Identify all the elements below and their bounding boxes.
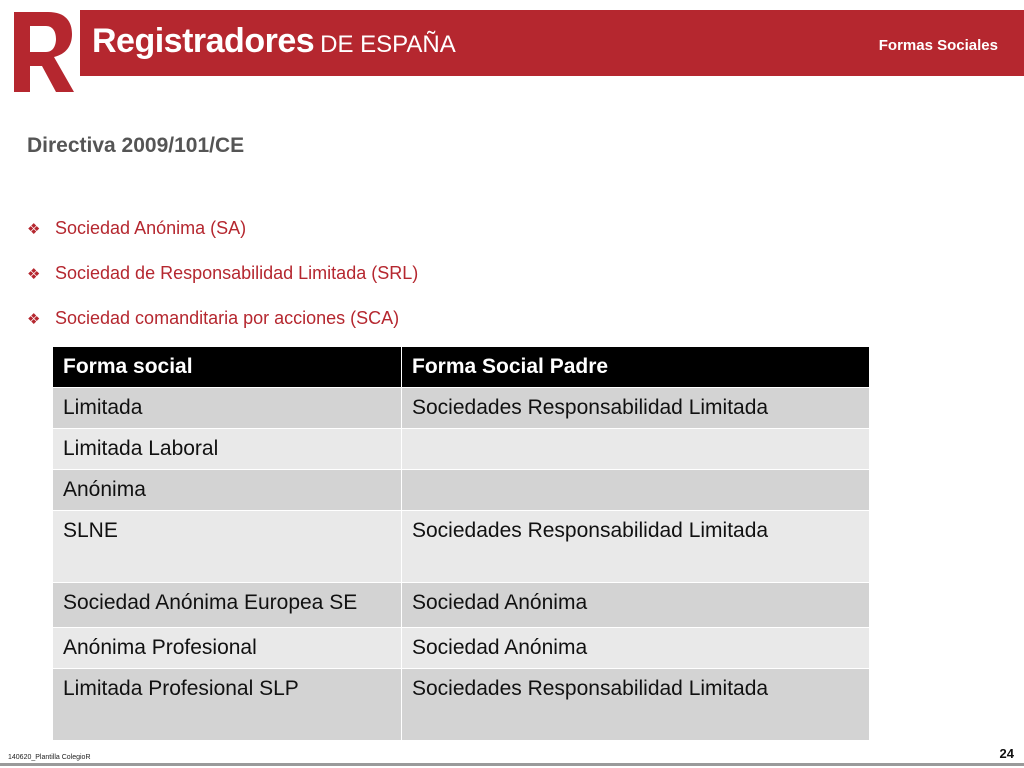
table-cell: Sociedades Responsabilidad Limitada xyxy=(402,669,870,741)
formas-sociales-table xyxy=(52,346,870,741)
footer-template-code: 140620_Plantilla ColegioR xyxy=(8,754,91,761)
table-cell: Sociedad Anónima Europea SE xyxy=(53,583,402,628)
table-cell: Limitada Profesional SLP xyxy=(53,669,402,741)
footer-divider xyxy=(0,763,1024,766)
table-cell xyxy=(402,429,870,470)
table-cell: Limitada xyxy=(53,388,402,429)
bullet-text: Sociedad de Responsabilidad Limitada (SRL) xyxy=(55,263,419,283)
table-cell: Limitada Laboral xyxy=(53,429,402,470)
header-bar xyxy=(80,10,1024,76)
table-row xyxy=(53,511,870,583)
bullet-item xyxy=(27,296,418,341)
table-cell: Sociedades Responsabilidad Limitada xyxy=(402,511,870,583)
bullet-item xyxy=(27,206,418,251)
table-row xyxy=(53,583,870,628)
table-header-row xyxy=(53,347,870,388)
bullet-item xyxy=(27,251,418,296)
table-row xyxy=(53,429,870,470)
table-row xyxy=(53,470,870,511)
diamond-bullet-icon: ❖ xyxy=(27,310,41,328)
table-cell: Anónima Profesional xyxy=(53,628,402,669)
table-cell: Sociedades Responsabilidad Limitada xyxy=(402,388,870,429)
registradores-logo-icon xyxy=(8,8,74,94)
table-cell: Anónima xyxy=(53,470,402,511)
bullet-text: Sociedad Anónima (SA) xyxy=(55,218,247,238)
table-cell xyxy=(402,470,870,511)
table-cell: SLNE xyxy=(53,511,402,583)
diamond-bullet-icon: ❖ xyxy=(27,220,41,238)
page-number: 24 xyxy=(999,746,1014,761)
table-cell: Sociedad Anónima xyxy=(402,628,870,669)
column-header-forma-social-padre: Forma Social Padre xyxy=(402,347,870,388)
page-title: Directiva 2009/101/CE xyxy=(27,134,245,157)
bullet-text: Sociedad comanditaria por acciones (SCA) xyxy=(55,308,400,328)
brand-subtitle: DE ESPAÑA xyxy=(320,31,456,58)
table-cell: Sociedad Anónima xyxy=(402,583,870,628)
brand-main: Registradores xyxy=(92,22,315,60)
diamond-bullet-icon: ❖ xyxy=(27,265,41,283)
bullet-list xyxy=(27,206,418,341)
table-row xyxy=(53,628,870,669)
brand-name xyxy=(92,22,456,61)
table-row xyxy=(53,669,870,741)
section-label: Formas Sociales xyxy=(878,37,998,54)
table-row xyxy=(53,388,870,429)
column-header-forma-social: Forma social xyxy=(53,347,402,388)
